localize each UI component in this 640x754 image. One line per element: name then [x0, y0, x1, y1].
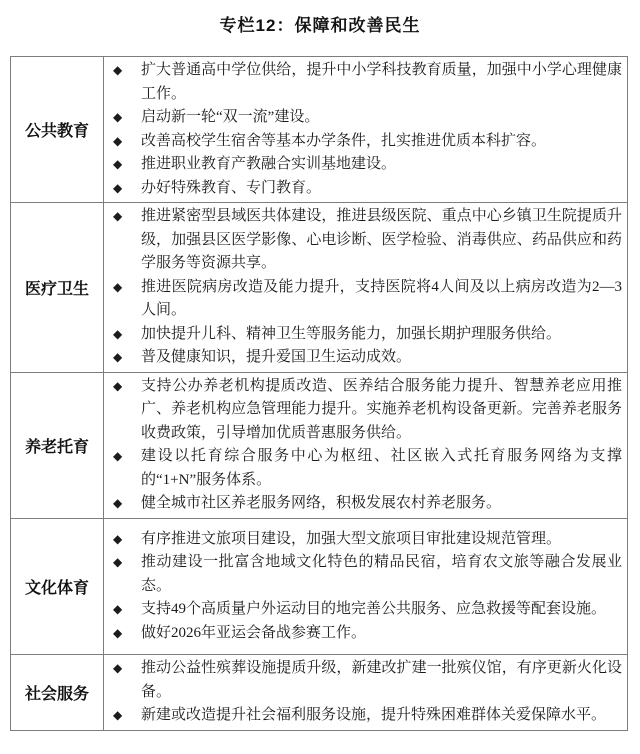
list-item	[104, 375, 622, 446]
category-cell	[11, 655, 104, 730]
diamond-bullet-icon: ◆	[113, 625, 123, 640]
list-item	[104, 657, 622, 704]
category-cell	[11, 57, 104, 202]
diamond-bullet-icon: ◆	[113, 378, 123, 393]
table-row	[11, 203, 627, 373]
diamond-bullet-icon: ◆	[113, 531, 123, 546]
list-item	[104, 205, 622, 276]
diamond-bullet-icon: ◆	[113, 350, 123, 364]
item-text: 推动公益性殡葬设施提质升级，新建改扩建一批殡仪馆，有序更新火化设备。	[141, 660, 622, 700]
items-list	[104, 375, 622, 516]
page-title: 专栏12：保障和改善民生	[219, 16, 421, 35]
diamond-bullet-icon: ◆	[113, 133, 123, 148]
items-cell	[104, 57, 627, 202]
diamond-bullet-icon: ◆	[113, 279, 123, 294]
items-cell	[104, 373, 627, 518]
list-item	[104, 622, 622, 646]
item-text: 推进紧密型县域医共体建设，推进县级医院、重点中心乡镇卫生院提质升级，加强县区医学影像、心电诊断、医学检验、消毒供应、药品供应和药学服务等资源共享。	[141, 208, 622, 271]
category-label: 文化体育	[24, 579, 89, 597]
diamond-bullet-icon: ◆	[113, 708, 123, 722]
diamond-bullet-icon: ◆	[113, 326, 123, 341]
items-cell	[104, 203, 627, 372]
table-row	[11, 373, 627, 519]
items-list	[104, 59, 622, 200]
list-item	[104, 346, 622, 370]
item-text: 支持公办养老机构提质改造、医养结合服务能力提升、智慧养老应用推广、养老机构应急管理能力提升。实施养老机构设备更新。完善养老服务收费政策，引导增加优质普惠服务供给。	[141, 377, 622, 441]
item-text: 扩大普通高中学位供给，提升中小学科技教育质量，加强中小学心理健康工作。	[141, 62, 622, 102]
list-item	[104, 492, 622, 516]
list-item	[104, 153, 622, 177]
category-label: 养老托育	[24, 438, 89, 456]
item-text: 支持49个高质量户外运动目的地完善公共服务、应急救援等配套设施。	[141, 601, 607, 617]
list-item	[104, 130, 622, 154]
diamond-bullet-icon: ◆	[113, 110, 123, 124]
items-list	[104, 657, 622, 728]
category-cell	[11, 373, 104, 518]
items-list	[104, 528, 622, 646]
item-text: 普及健康知识，提升爱国卫生运动成效。	[141, 349, 412, 365]
item-text: 办好特殊教育、专门教育。	[141, 179, 322, 196]
table-row	[11, 655, 627, 730]
diamond-bullet-icon: ◆	[113, 449, 123, 463]
diamond-bullet-icon: ◆	[113, 209, 123, 223]
item-text: 健全城市社区养老服务网络，积极发展农村养老服务。	[141, 495, 502, 511]
item-text: 做好2026年亚运会备战参赛工作。	[141, 624, 367, 641]
diamond-bullet-icon: ◆	[113, 180, 123, 195]
category-label: 公共教育	[24, 123, 89, 140]
category-label: 医疗卫生	[24, 280, 89, 298]
diamond-bullet-icon: ◆	[113, 555, 123, 569]
item-text: 启动新一轮“双一流”建设。	[141, 109, 320, 125]
item-text: 新建或改造提升社会福利服务设施，提升特殊困难群体关爱保障水平。	[141, 707, 607, 723]
diamond-bullet-icon: ◆	[113, 496, 123, 510]
diamond-bullet-icon: ◆	[113, 602, 123, 616]
diamond-bullet-icon: ◆	[113, 63, 123, 77]
table-row	[11, 57, 627, 203]
item-text: 推动建设一批富含地域文化特色的精品民宿，培育农文旅等融合发展业态。	[141, 554, 622, 594]
table-row	[11, 519, 627, 656]
list-item	[104, 598, 622, 622]
livelihood-table	[10, 56, 628, 731]
category-label: 社会服务	[24, 685, 89, 703]
diamond-bullet-icon: ◆	[113, 157, 123, 171]
item-text: 推进职业教育产教融合实训基地建设。	[141, 156, 397, 172]
item-text: 改善高校学生宿舍等基本办学条件，扎实推进优质本科扩容。	[141, 132, 547, 149]
items-list	[104, 205, 622, 370]
list-item	[104, 704, 622, 728]
list-item	[104, 445, 622, 492]
diamond-bullet-icon: ◆	[113, 661, 123, 675]
list-item	[104, 59, 622, 106]
item-text: 建设以托育综合服务中心为枢纽、社区嵌入式托育服务网络为支撑的“1+N”服务体系。	[141, 448, 622, 488]
item-text: 有序推进文旅项目建设，加强大型文旅项目审批建设规范管理。	[141, 530, 562, 547]
items-cell	[104, 519, 627, 655]
category-cell	[11, 203, 104, 372]
list-item	[104, 276, 622, 323]
items-cell	[104, 655, 627, 730]
item-text: 加快提升儿科、精神卫生等服务能力，加强长期护理服务供给。	[141, 325, 562, 342]
list-item	[104, 177, 622, 201]
list-item	[104, 528, 622, 552]
category-cell	[11, 519, 104, 655]
list-item	[104, 551, 622, 598]
list-item	[104, 323, 622, 347]
list-item	[104, 106, 622, 130]
item-text: 推进医院病房改造及能力提升，支持医院将4人间及以上病房改造为2—3人间。	[141, 278, 622, 318]
